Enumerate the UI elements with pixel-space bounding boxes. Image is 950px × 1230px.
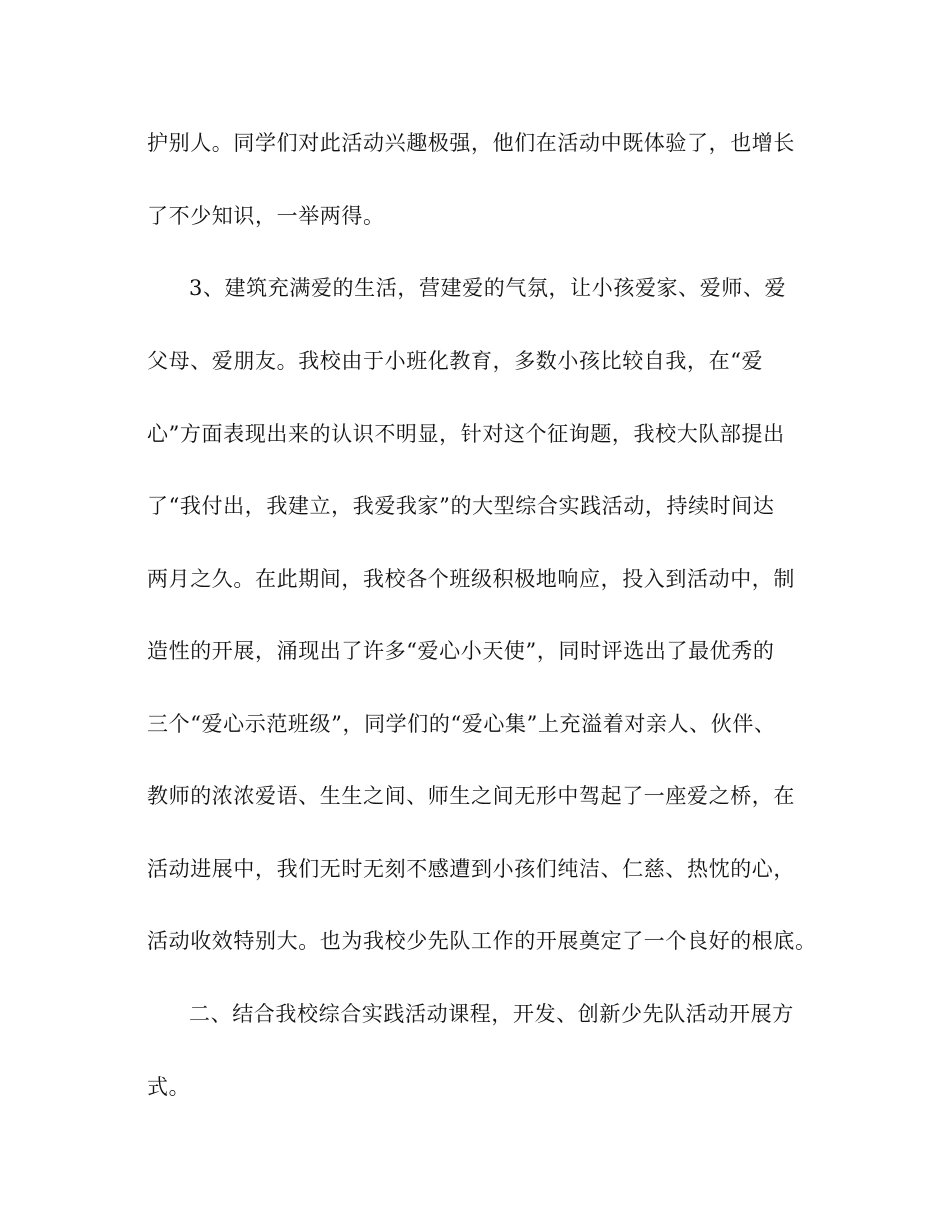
- paragraph-start-line: 3、建筑充满爱的生活，营建爱的气氛，让小孩爱家、爱师、爱: [189, 276, 787, 300]
- section-heading-line: 二、结合我校综合实践活动课程，开发、创新少先队活动开展方: [189, 1002, 794, 1026]
- text-line: 了“我付出，我建立，我爱我家”的大型综合实践活动，持续时间达: [147, 494, 775, 518]
- text-line: 心”方面表现出来的认识不明显，针对这个征询题，我校大队部提出: [147, 422, 785, 446]
- text-line: 父母、爱朋友。我校由于小班化教育，多数小孩比较自我，在“爱: [147, 349, 764, 373]
- text-line: 活动收效特别大。也为我校少先队工作的开展奠定了一个良好的根底。: [147, 929, 817, 953]
- text-line: 两月之久。在此期间，我校各个班级积极地响应，投入到活动中，制: [147, 567, 795, 591]
- text-line: 活动进展中，我们无时无刻不感遭到小孩们纯洁、仁慈、热忱的心，: [147, 857, 795, 881]
- text-line: 造性的开展，涌现出了许多“爱心小天使”，同时评选出了最优秀的: [147, 639, 775, 663]
- text-line: 教师的浓浓爱语、生生之间、师生之间无形中驾起了一座爱之桥，在: [147, 784, 795, 808]
- text-line: 三个“爱心示范班级”，同学们的“爱心集”上充溢着对亲人、伙伴、: [147, 712, 776, 736]
- text-line: 式。: [147, 1075, 191, 1099]
- text-line: 了不少知识，一举两得。: [147, 204, 385, 228]
- text-line: 护别人。同学们对此活动兴趣极强，他们在活动中既体验了，也增长: [147, 131, 795, 155]
